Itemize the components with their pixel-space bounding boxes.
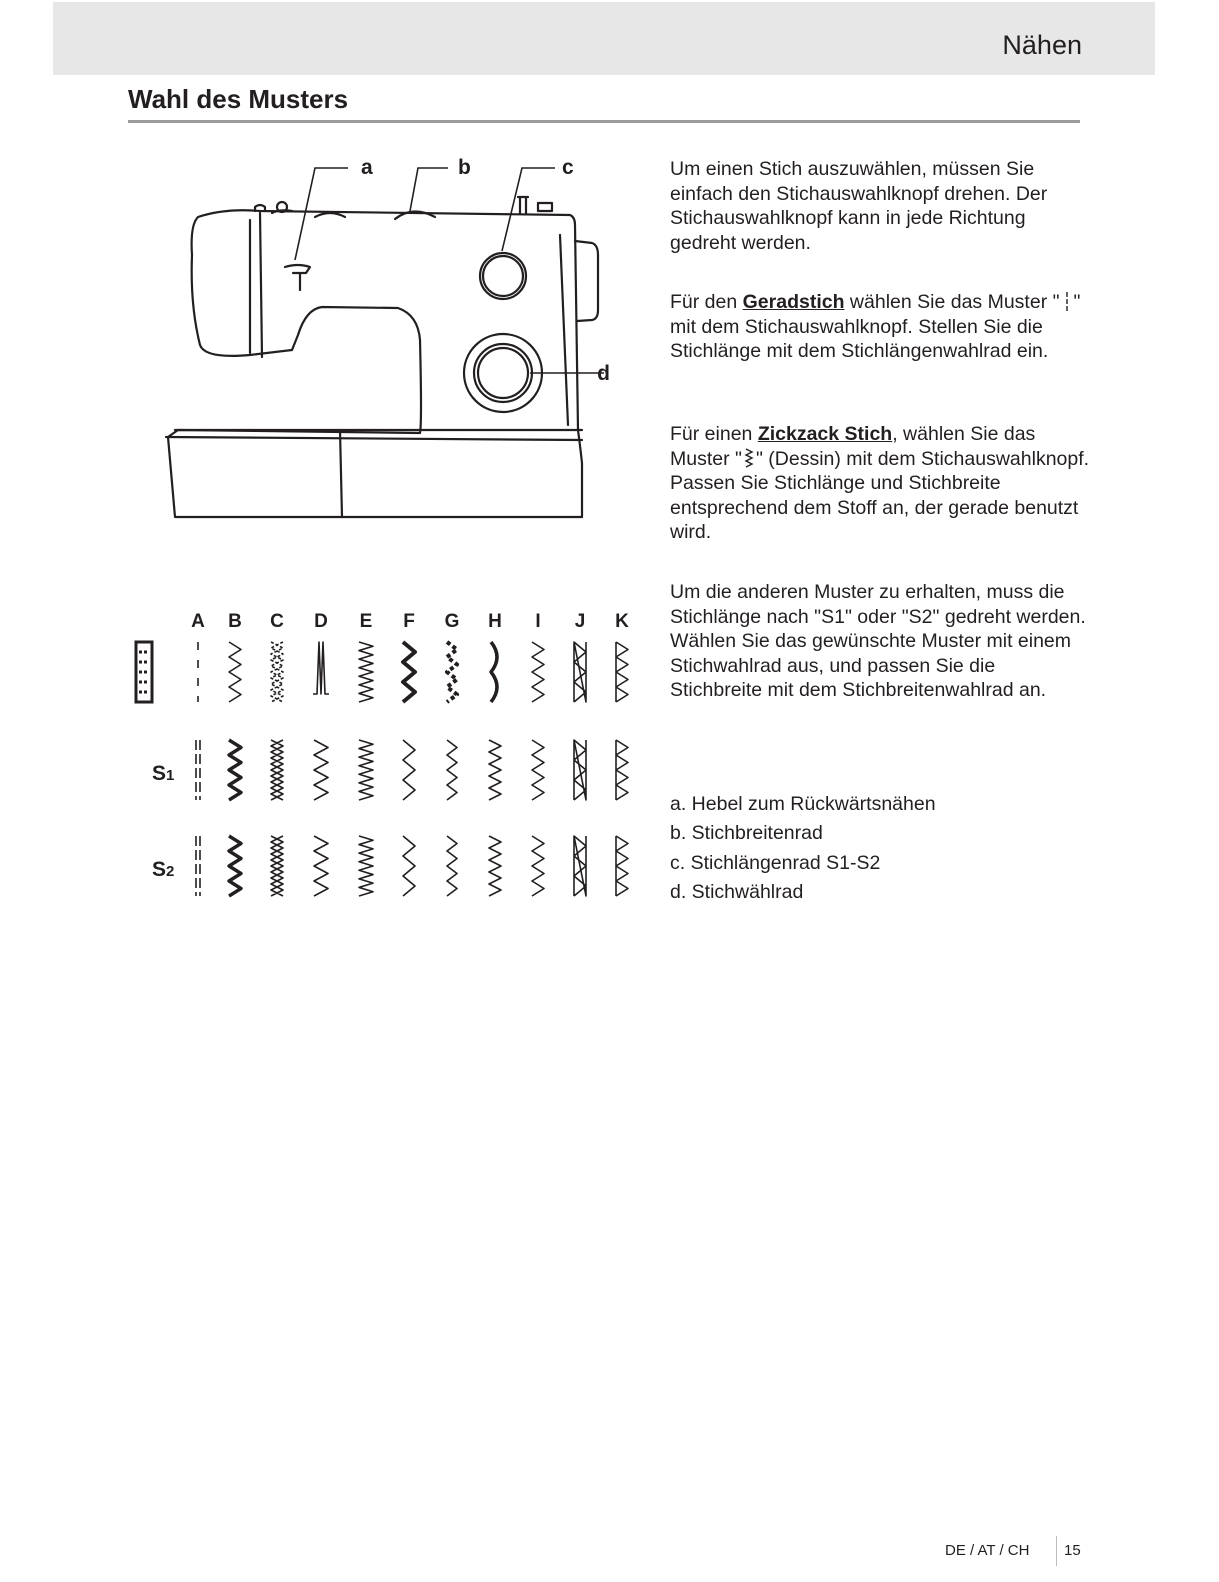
stitch-a-row3 [196,836,200,896]
column-header-c: C [270,611,284,632]
label-d: d [597,362,610,385]
stitch-f-row1 [403,642,415,702]
stitch-c-row1 [271,642,283,702]
column-header-a: A [191,611,205,632]
stitch-h-row3 [489,836,501,896]
stitch-j-row3 [574,836,586,896]
svg-text:S2: S2 [152,858,175,881]
straight-stitch-row-icon [136,642,152,702]
stitch-d-row3 [314,836,328,896]
footer-divider [1056,1536,1057,1566]
column-header-d: D [314,611,328,632]
stitch-b-row1 [229,642,241,702]
stitch-e-row2 [359,740,373,800]
legend-item: c. Stichlängenrad S1-S2 [670,851,881,874]
stitch-j-row2 [574,740,586,800]
stitch-i-row2 [532,740,544,800]
footer-region: DE / AT / CH [945,1542,1030,1559]
stitch-k-row1 [616,642,628,702]
straight-stitch-paragraph: Für den Geradstich wählen Sie das Muster " " mit dem Stichauswahlknopf. Stellen Sie die Stichlänge mit dem Stichlängenwahlrad ein. [670,291,1081,363]
zigzag-stitch-symbol [742,448,756,468]
section-title: Wahl des Musters [128,84,349,114]
stitch-i-row1 [532,642,544,702]
section-divider [128,120,1080,123]
header-band [53,2,1155,75]
straight-stitch-term: Geradstich [742,291,845,313]
stitch-b-row2 [229,740,241,800]
stitch-g-row2 [447,740,457,800]
column-header-e: E [359,611,373,632]
legend-item: a. Hebel zum Rückwärtsnähen [670,793,936,815]
straight-stitch-symbol [1060,291,1074,311]
stitch-k-row3 [616,836,628,896]
stitch-a-row2 [196,740,200,800]
label-c: c [562,156,574,179]
stitch-g-row1 [447,642,457,702]
column-header-j: J [574,611,586,632]
row-label-s1: S [152,762,167,785]
stitch-i-row3 [532,836,544,896]
stitch-c-row2 [271,740,283,800]
other-patterns-paragraph: Um die anderen Muster zu erhalten, muss die Stichlänge nach "S1" oder "S2" gedreht werden. Wählen Sie das gewünschte Muster mit einem Stichwahlrad aus, und passen Sie die Stichbreite mit dem Stichbreitenwahlrad an. [670,581,1086,702]
stitch-f-row3 [403,836,415,896]
column-header-i: I [535,611,541,632]
zigzag-term: Zickzack Stich [757,423,893,445]
column-header-f: F [403,611,415,632]
stitch-c-row3 [271,836,283,896]
parts-legend [670,790,936,907]
svg-text:S1: S1 [152,762,175,785]
column-header-k: K [615,611,629,632]
stitch-h-row2 [489,740,501,800]
row-label-s2: S [152,858,167,881]
column-header-b: B [228,611,242,632]
legend-item: b. Stichbreitenrad [670,822,823,845]
stitch-pattern-chart [128,600,648,905]
stitch-j-row1 [574,642,586,702]
stitch-d-row2 [314,740,328,800]
stitch-b-row3 [229,836,241,896]
stitch-d-row1 [313,642,329,694]
page-title: Nähen [1002,30,1082,60]
stitch-e-row3 [359,836,373,896]
sewing-machine-illustration [130,145,610,530]
label-a: a [361,156,373,179]
stitch-f-row2 [403,740,415,800]
column-header-g: G [444,611,460,632]
label-b: b [458,156,471,179]
stitch-g-row3 [447,836,457,896]
page-number: 15 [1064,1542,1081,1559]
stitch-h-row1 [491,642,497,702]
intro-paragraph: Um einen Stich auszuwählen, müssen Sie einfach den Stichauswahlknopf drehen. Der Stichauswahlknopf kann in jede Richtung gedreht werden. [670,158,1048,254]
stitch-e-row1 [359,642,373,702]
zigzag-paragraph: Für einen Zickzack Stich, wählen Sie das Muster " " (Dessin) mit dem Stichauswahlknopf. Passen Sie Stichlänge und Stichbreite entsprechend dem Stoff an, der gerade benutzt wird. [670,423,1090,544]
column-header-h: H [488,611,502,632]
stitch-k-row2 [616,740,628,800]
legend-item: d. Stichwählrad [670,880,804,903]
